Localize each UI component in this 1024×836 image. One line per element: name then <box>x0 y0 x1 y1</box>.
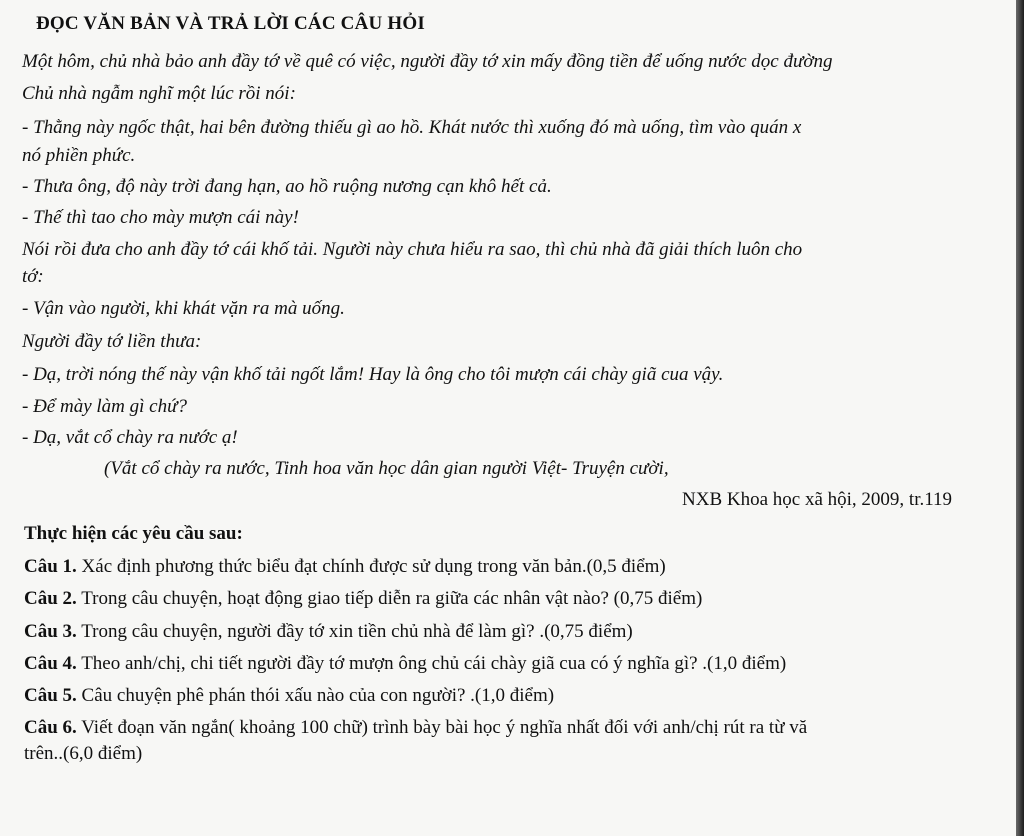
question-label: Câu 6. <box>24 717 77 738</box>
passage-line: - Thế thì tao cho mày mượn cái này! <box>22 207 299 228</box>
question-text: Viết đoạn văn ngắn( khoảng 100 chữ) trình bày bài học ý nghĩa nhất đối với anh/chị rút ra từ vă <box>76 717 808 738</box>
source-citation: (Vắt cổ chày ra nước, Tinh hoa văn học dân gian người Việt- Truyện cười, <box>104 458 669 479</box>
page-edge-shadow <box>1016 0 1024 836</box>
passage-line: - Vận vào người, khi khát vặn ra mà uống. <box>22 298 345 319</box>
source-publisher: NXB Khoa học xã hội, 2009, tr.119 <box>682 489 953 510</box>
passage-line: - Để mày làm gì chứ? <box>22 396 187 417</box>
question-6-continuation: trên..(6,0 điểm) <box>24 743 143 764</box>
question-text: Trong câu chuyện, người đầy tớ xin tiền chủ nhà để làm gì? .(0,75 điểm) <box>76 621 633 642</box>
passage-line: Người đầy tớ liền thưa: <box>22 331 202 352</box>
question-text: Xác định phương thức biểu đạt chính được sử dụng trong văn bản.(0,5 điểm) <box>76 556 666 577</box>
question-text: Câu chuyện phê phán thói xấu nào của con người? .(1,0 điểm) <box>76 685 555 706</box>
question-3 <box>24 620 633 644</box>
passage-line: - Dạ, vắt cổ chày ra nước ạ! <box>22 427 238 448</box>
question-6 <box>24 716 807 740</box>
passage-line: nó phiền phức. <box>22 145 136 166</box>
passage-line: Chủ nhà ngẫm nghĩ một lúc rồi nói: <box>22 83 296 104</box>
question-2 <box>24 587 702 611</box>
question-4 <box>24 652 786 676</box>
question-label: Câu 3. <box>24 621 77 642</box>
question-label: Câu 5. <box>24 685 77 706</box>
passage-line: - Dạ, trời nóng thế này vận khố tải ngốt lắm! Hay là ông cho tôi mượn cái chày giã cua vậy. <box>22 364 724 385</box>
requirements-heading: Thực hiện các yêu cầu sau: <box>24 523 243 544</box>
passage-line: tớ: <box>22 266 44 287</box>
passage-line: - Thưa ông, độ này trời đang hạn, ao hồ ruộng nương cạn khô hết cả. <box>22 176 552 197</box>
question-label: Câu 4. <box>24 653 77 674</box>
question-text: Trong câu chuyện, hoạt động giao tiếp diễn ra giữa các nhân vật nào? (0,75 điểm) <box>76 588 703 609</box>
question-5 <box>24 684 554 708</box>
page-title: ĐỌC VĂN BẢN VÀ TRẢ LỜI CÁC CÂU HỎI <box>36 13 425 34</box>
question-text: Theo anh/chị, chi tiết người đầy tớ mượn ông chủ cái chày giã cua có ý nghĩa gì? .(1,0 điểm) <box>76 653 787 674</box>
question-label: Câu 2. <box>24 588 77 609</box>
passage-line: Một hôm, chủ nhà bảo anh đầy tớ về quê có việc, người đầy tớ xin mấy đồng tiền để uống nước dọc đường <box>22 51 833 72</box>
question-1 <box>24 555 666 579</box>
passage-line: - Thằng này ngốc thật, hai bên đường thiếu gì ao hồ. Khát nước thì xuống đó mà uống, tìm vào quán x <box>22 117 802 138</box>
question-label: Câu 1. <box>24 556 77 577</box>
passage-line: Nói rồi đưa cho anh đầy tớ cái khố tải. Người này chưa hiểu ra sao, thì chủ nhà đã giải thích luôn cho <box>22 239 803 260</box>
